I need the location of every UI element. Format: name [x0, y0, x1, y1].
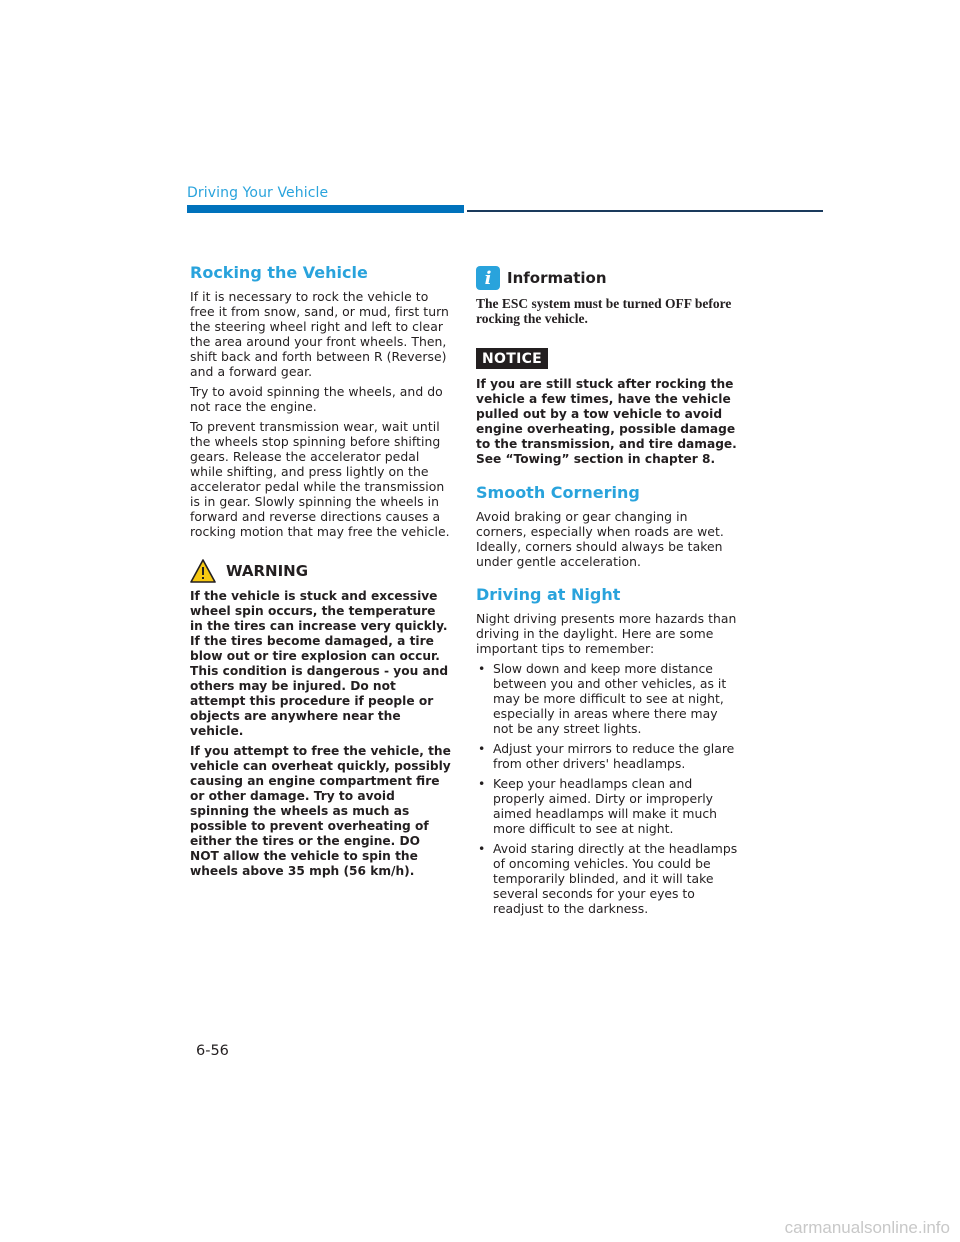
- list-item-text: Adjust your mirrors to reduce the glare from other drivers' headlamps.: [493, 741, 735, 771]
- warning-label: WARNING: [226, 562, 309, 580]
- information-header: [476, 266, 740, 290]
- warning-header: [190, 559, 452, 583]
- bullet-icon: •: [478, 741, 486, 756]
- warning-paragraph: If you attempt to free the vehicle, the vehicle can overheat quickly, possibly causing an engine compartment fire or other damage. Try to avoid spinning the wheels as much as possible to prevent overheating of either the tires or the engine. DO NOT allow the vehicle to spin the wheels above 35 mph (56 km/h).: [190, 744, 451, 878]
- information-label: Information: [507, 269, 607, 287]
- list-item: [476, 661, 740, 736]
- list-item-text: Slow down and keep more distance between you and other vehicles, as it may be more difficult to see at night, especially in areas where there may not be any street lights.: [493, 661, 727, 736]
- night-intro: Night driving presents more hazards than driving in the daylight. Here are some important tips to remember:: [476, 611, 737, 656]
- left-column: [190, 263, 452, 884]
- list-item-text: Keep your headlamps clean and properly aimed. Dirty or improperly aimed headlamps will make it much more difficult to see at night.: [493, 776, 718, 836]
- bullet-icon: •: [478, 661, 486, 676]
- warning-triangle-icon: [190, 559, 216, 583]
- header-rule-thick: [187, 205, 464, 213]
- night-tips-list: [476, 661, 740, 916]
- list-item-text: Avoid staring directly at the headlamps of oncoming vehicles. You could be temporarily blinded, and it will take several seconds for your eyes to readjust to the darkness.: [493, 841, 738, 916]
- rocking-paragraph: To prevent transmission wear, wait until the wheels stop spinning before shifting gears. Release the accelerator pedal while shifting, and press lightly on the accelerator pedal while the transmission is in gear. Slowly spinning the wheels in forward and reverse directions causes a rocking motion that may free the vehicle.: [190, 419, 450, 539]
- watermark: carmanualsonline.info: [784, 1218, 950, 1237]
- notice-text: If you are still stuck after rocking the vehicle a few times, have the vehicle pulled out by a tow vehicle to avoid engine overheating, possible damage to the transmission, and tire damage. See “Towing” section in chapter 8.: [476, 377, 737, 466]
- section-heading-night: Driving at Night: [476, 585, 621, 604]
- information-text: The ESC system must be turned OFF before rocking the vehicle.: [476, 296, 732, 326]
- header-rule-thin: [467, 210, 823, 212]
- page-number: 6-56: [196, 1043, 229, 1059]
- cornering-paragraph: Avoid braking or gear changing in corners, especially when roads are wet. Ideally, corners should always be taken under gentle acceleration.: [476, 509, 724, 569]
- list-item: [476, 776, 740, 836]
- warning-paragraph: If the vehicle is stuck and excessive wheel spin occurs, the temperature in the tires can increase very quickly. If the tires become damaged, a tire blow out or tire explosion can occur. This condition is dangerous - you and others may be injured. Do not attempt this procedure if people or objects are anywhere near the vehicle.: [190, 589, 449, 738]
- list-item: [476, 741, 740, 771]
- rocking-paragraph: Try to avoid spinning the wheels, and do not race the engine.: [190, 384, 443, 414]
- section-heading-rocking: Rocking the Vehicle: [190, 263, 368, 282]
- running-header: Driving Your Vehicle: [187, 185, 329, 201]
- list-item: [476, 841, 740, 916]
- bullet-icon: •: [478, 841, 486, 856]
- notice-badge: NOTICE: [476, 348, 548, 369]
- rocking-paragraph: If it is necessary to rock the vehicle to free it from snow, sand, or mud, first turn the steering wheel right and left to clear the area around your front wheels. Then, shift back and forth between R (Reverse) and a forward gear.: [190, 289, 449, 379]
- bullet-icon: •: [478, 776, 486, 791]
- right-column: [476, 266, 740, 921]
- information-icon: i: [476, 266, 500, 290]
- section-heading-cornering: Smooth Cornering: [476, 483, 640, 502]
